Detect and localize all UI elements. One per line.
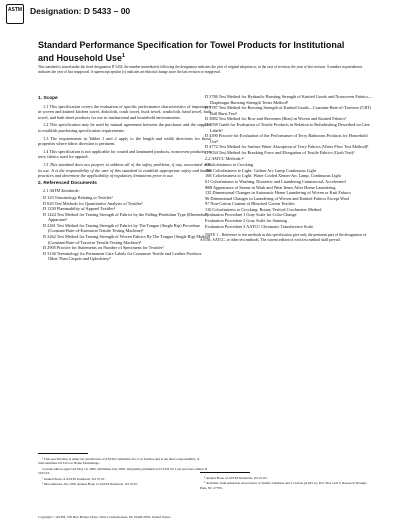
footnote: ⁴ Annual Book of ASTM Standards, Vol 07.02.: [204, 476, 268, 480]
title-footnote-marker: 1: [122, 53, 126, 59]
astm-logo: [6, 4, 24, 24]
left-column: [38, 94, 211, 262]
reference-item: D 1424 Test Method for Tearing Strength of Fabrics by the Falling-Pendulum Type (Elmendorf) Apparatus²: [43, 211, 209, 223]
reference-item: D 2261 Test Method for Tearing Strength of Fabrics by The Tongue (Single Rip) Procedure (Constant-Rate-of-Extension Tensile Testing Machine)²: [43, 222, 201, 234]
aatcc-item: 96 Dimensional Changes in Laundering of Woven and Knitted Fabrics Except Wool: [205, 195, 350, 201]
footnote: ¹ This specification is under the jurisdiction of ASTM Committee D-13 on Textiles and is the direct responsibility of Subcommittee D13.63 on Home Furnishings.: [38, 457, 200, 466]
aatcc-item: 116 Colorfastness to Crocking: Rotary Vertical Crockmeter Method: [205, 206, 322, 212]
aatcc-item: 135 Dimensional Changes in Automatic Home Laundering of Woven or Knit Fabrics: [205, 190, 352, 196]
footnote-rule-left: [38, 453, 88, 454]
scope-1-3: 1.3 The requirements in Tables 1 and 2 apply to the length and width directions for those properties where fabric direction is pertinent.: [38, 135, 211, 147]
reference-item: D 3786 Test Method for Hydraulic Bursting Strength of Knitted Goods and Nonwoven Fabrics—Diaphragm Bursting Strength Tester Method³: [205, 94, 373, 105]
copyright-footer: Copyright © ASTM, 100 Barr Harbor Drive, West Conshohocken, PA 19428-2959, United States.: [38, 515, 171, 519]
note-1: NOTE 1 – Reference to test methods in this specification give only the pertinent part of the designation of ASTM, AATCC, or other test methods. The current edition of each test method shall prevail.: [200, 233, 367, 243]
reference-item: D 3787 Test Method for Bursting Strength of Knitted Goods—Constant-Rate-of-Traverse (CRT) Ball Burst Test³: [205, 105, 372, 116]
aatcc-item: Evaluation Procedure 2 Gray Scale for Staining: [205, 218, 287, 224]
astm-standards-heading: 2.1 ASTM Standards:: [43, 188, 80, 194]
document-title: [38, 40, 358, 64]
scope-1-1: 1.1 This specification covers the evaluation of specific performance characteristics of importance in woven and knitted kitchen towel, dishcloth, crash towel, huck towel, washcloth, hand towel, bath towel, and bath sheet products for use in institutional and household environments.: [38, 103, 211, 120]
right-column: [200, 94, 373, 243]
scope-1-2: 1.2 This specification may be used by mutual agreement between the purchaser and the supplier to establish purchasing specification requirements.: [38, 122, 211, 133]
title-text: Standard Performance Specification for Towel Products for Institutional and Household Use: [38, 40, 345, 63]
aatcc-item: 97 Non-Cotton Content of Bleached Cotton Textiles: [205, 201, 295, 207]
aatcc-item: 88B Appearance of Seams in Wash and Wear Items After Home Laundering: [205, 184, 336, 190]
footnote: Current edition approved May 10, 2000. Published July 2000. Originally published as D 5433 93. Last previous edition D 5433 93.: [38, 466, 208, 476]
aatcc-item: Evaluation Procedure 3 AATCC Chromatic Transference Scale: [205, 223, 314, 229]
footnotes-left: [38, 457, 211, 487]
designation: Designation: D 5433 – 00: [30, 6, 131, 16]
reference-item: D 2262 Test Method for Tearing Strength of Woven Fabrics By The Tongue (Single Rip) Method (Constant-Rate-of-Traverse Tensile Testing Machine)²: [43, 234, 210, 245]
footnote: ³ Discontinued–See 1995 Annual Book of ASTM Standards, Vol 07.01.: [42, 482, 139, 487]
reference-item: D 123 Terminology Relating to Textiles²: [43, 194, 113, 200]
aatcc-item: 16E Colorfastness to Light: Water Cooled Xenon-Arc Lamp, Continuous Light: [205, 173, 341, 179]
footnote-rule-right: [200, 472, 250, 473]
scope-1-4: 1.4 This specification is not applicable for coated and laminated products, nonwoven products, or terry fabrics used for apparel.: [38, 148, 211, 160]
reference-item: D 629 Test Methods for Quantitative Analysis of Textiles²: [43, 200, 143, 206]
standard-note: This standard is issued under the fixed designation D 5433; the number immediately following the designation indicates the year of original adoption or, in the case of revision, the year of last revision. A number in parentheses indicates the year of last reapproval. A superscript epsilon (ε) indicates an editorial change since the last revision or reapproval.: [38, 65, 363, 74]
footnote: ⁵ Available from American Association of Textile Chemists and Colorists (AATCC), P.O. Box 12215, Research Triangle Park, NC 27709.: [200, 481, 367, 490]
aatcc-item: 8 Colorfastness to Crocking: [205, 162, 254, 168]
aatcc-item: 61 Colorfastness to Washing, Domestic and Laundering Commercial, Accelerated: [205, 178, 346, 184]
reference-item: D 5034 Test Method for Breaking Force and Elongation of Textile Fabrics (Grab Test)³: [205, 149, 355, 155]
reference-item: D 4390 Practice for Evaluation of the Performance of Terry Bathroom Products for Household Use³: [205, 133, 368, 144]
astm-logo-text: ASTM: [7, 7, 23, 13]
reference-item: D 3882 Test Method for Bow and Skewness (Bias) in Woven and Knitted Fabrics³: [205, 116, 347, 122]
scope-heading: 1. Scope: [38, 96, 58, 101]
reference-item: D 4772 Test Method for Surface Water Absorption of Terry Fabrics (Water Flow Test Method)³: [205, 144, 369, 150]
scope-1-5: 1.5 This standard does not purport to address all of the safety problems, if any, associated with its use. It is the responsibility of the user of this standard to establish appropriate safety and health practices and determine the applicability of regulatory limitations prior to use.: [38, 161, 211, 179]
footnotes-right: [200, 476, 373, 491]
reference-item: D 2905 Practice for Statements on Number of Specimens for Textiles²: [43, 245, 164, 251]
references-heading: 2. Referenced Documents: [38, 180, 97, 186]
aatcc-item: Evaluation Procedure 1 Gray Scale for Color Change: [205, 212, 297, 218]
aatcc-methods-heading: 2.2 AATCC Methods:⁴: [205, 155, 244, 161]
reference-item: D 3938 Guide for Evaluation of Textile Products in Relation to Refurbishing Described on Care Labels³: [205, 121, 370, 133]
footnote: ² Annual Book of ASTM Standards, Vol 07.01.: [42, 476, 106, 481]
reference-item: D 3136 Terminology for Permanent Care Labels for Consumer Textile and Leather Products Other Than Carpets and Upholstery²: [43, 250, 202, 262]
aatcc-item: 16A Colorfastness to Light: Carbon Arc Lamp Continuous Light: [205, 167, 316, 173]
reference-item: D 1230 Flammability of Apparel Textiles²: [43, 206, 116, 212]
